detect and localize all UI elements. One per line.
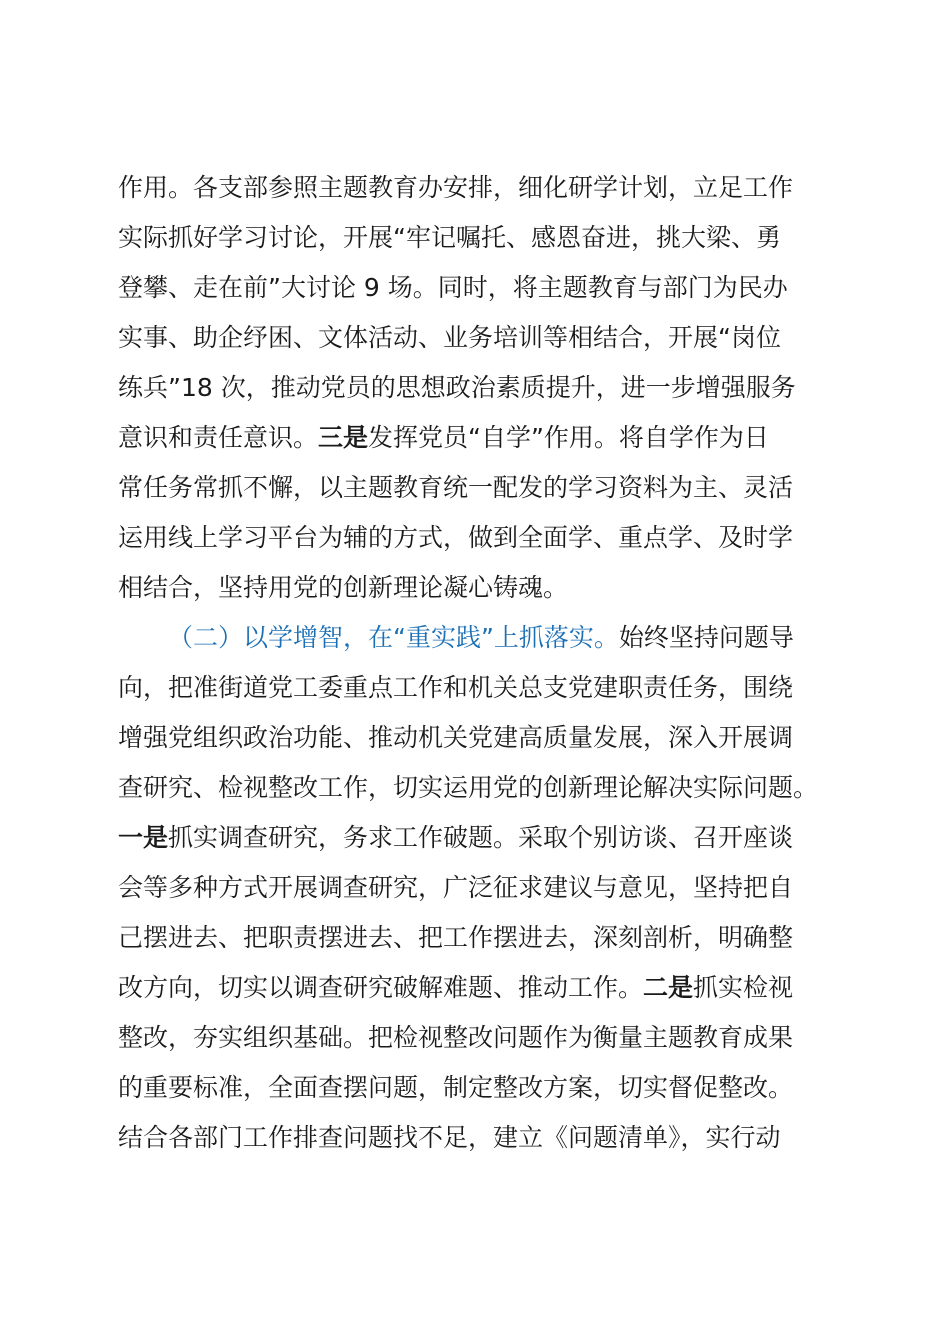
text-run: 整改，夯实组织基础。把检视整改问题作为衡量主题教育成果 — [118, 1023, 794, 1052]
bold-keyword: 一是 — [118, 823, 169, 852]
text-run: 意识和责任意识。 — [118, 423, 319, 452]
text-run: 的重要标准，全面查摆问题，制定整改方案，切实督促整改。 — [118, 1073, 794, 1102]
text-line — [118, 413, 833, 463]
text-run: 作用。各支部参照主题教育办安排，细化研学计划，立足工作 — [118, 173, 794, 202]
text-run: 改方向，切实以调查研究破解难题、推动工作。 — [118, 973, 644, 1002]
text-line — [118, 813, 833, 863]
text-line — [118, 263, 833, 313]
text-run: 运用线上学习平台为辅的方式，做到全面学、重点学、及时学 — [118, 523, 794, 552]
text-run: 常任务常抓不懈，以主题教育统一配发的学习资料为主、灵活 — [118, 473, 794, 502]
section-heading: （二）以学增智，在“重实践”上抓落实。 — [168, 623, 619, 652]
text-run: 练兵”18 次，推动党员的思想政治素质提升，进一步增强服务 — [118, 373, 796, 402]
text-line — [118, 563, 833, 613]
text-line — [118, 363, 833, 413]
text-run: 实事、助企纾困、文体活动、业务培训等相结合，开展“岗位 — [118, 323, 781, 352]
text-run: 增强党组织政治功能、推动机关党建高质量发展，深入开展调 — [118, 723, 794, 752]
text-line — [118, 513, 833, 563]
text-line — [118, 1063, 833, 1113]
text-run: 抓实调查研究，务求工作破题。采取个别访谈、召开座谈 — [168, 823, 794, 852]
text-line — [118, 713, 833, 763]
text-run: 查研究、检视整改工作，切实运用党的创新理论解决实际问题。 — [118, 773, 819, 802]
section-heading-line — [118, 613, 833, 663]
text-line — [118, 213, 833, 263]
text-line — [118, 963, 833, 1013]
bold-keyword: 三是 — [318, 423, 369, 452]
text-line — [118, 1113, 833, 1163]
text-run: 始终坚持问题导 — [618, 623, 794, 652]
text-run: 相结合，坚持用党的创新理论凝心铸魂。 — [118, 573, 569, 602]
text-run: 己摆进去、把职责摆进去、把工作摆进去，深刻剖析，明确整 — [118, 923, 794, 952]
text-run: 实际抓好学习讨论，开展“牢记嘱托、感恩奋进，挑大梁、勇 — [118, 223, 781, 252]
text-line — [118, 763, 833, 813]
text-run: 向，把准街道党工委重点工作和机关总支党建职责任务，围绕 — [118, 673, 794, 702]
bold-keyword: 二是 — [643, 973, 694, 1002]
text-line — [118, 463, 833, 513]
text-line — [118, 1013, 833, 1063]
text-line — [118, 163, 833, 213]
text-run: 结合各部门工作排查问题找不足，建立《问题清单》，实行动 — [118, 1123, 781, 1152]
text-line — [118, 863, 833, 913]
text-run: 登攀、走在前”大讨论 9 场。同时，将主题教育与部门为民办 — [118, 273, 788, 302]
text-run: 发挥党员“自学”作用。将自学作为日 — [368, 423, 769, 452]
text-line — [118, 663, 833, 713]
text-run: 会等多种方式开展调查研究，广泛征求建议与意见，坚持把自 — [118, 873, 794, 902]
text-line — [118, 913, 833, 963]
text-run: 抓实检视 — [693, 973, 794, 1002]
text-line — [118, 313, 833, 363]
body-text — [118, 163, 833, 1163]
